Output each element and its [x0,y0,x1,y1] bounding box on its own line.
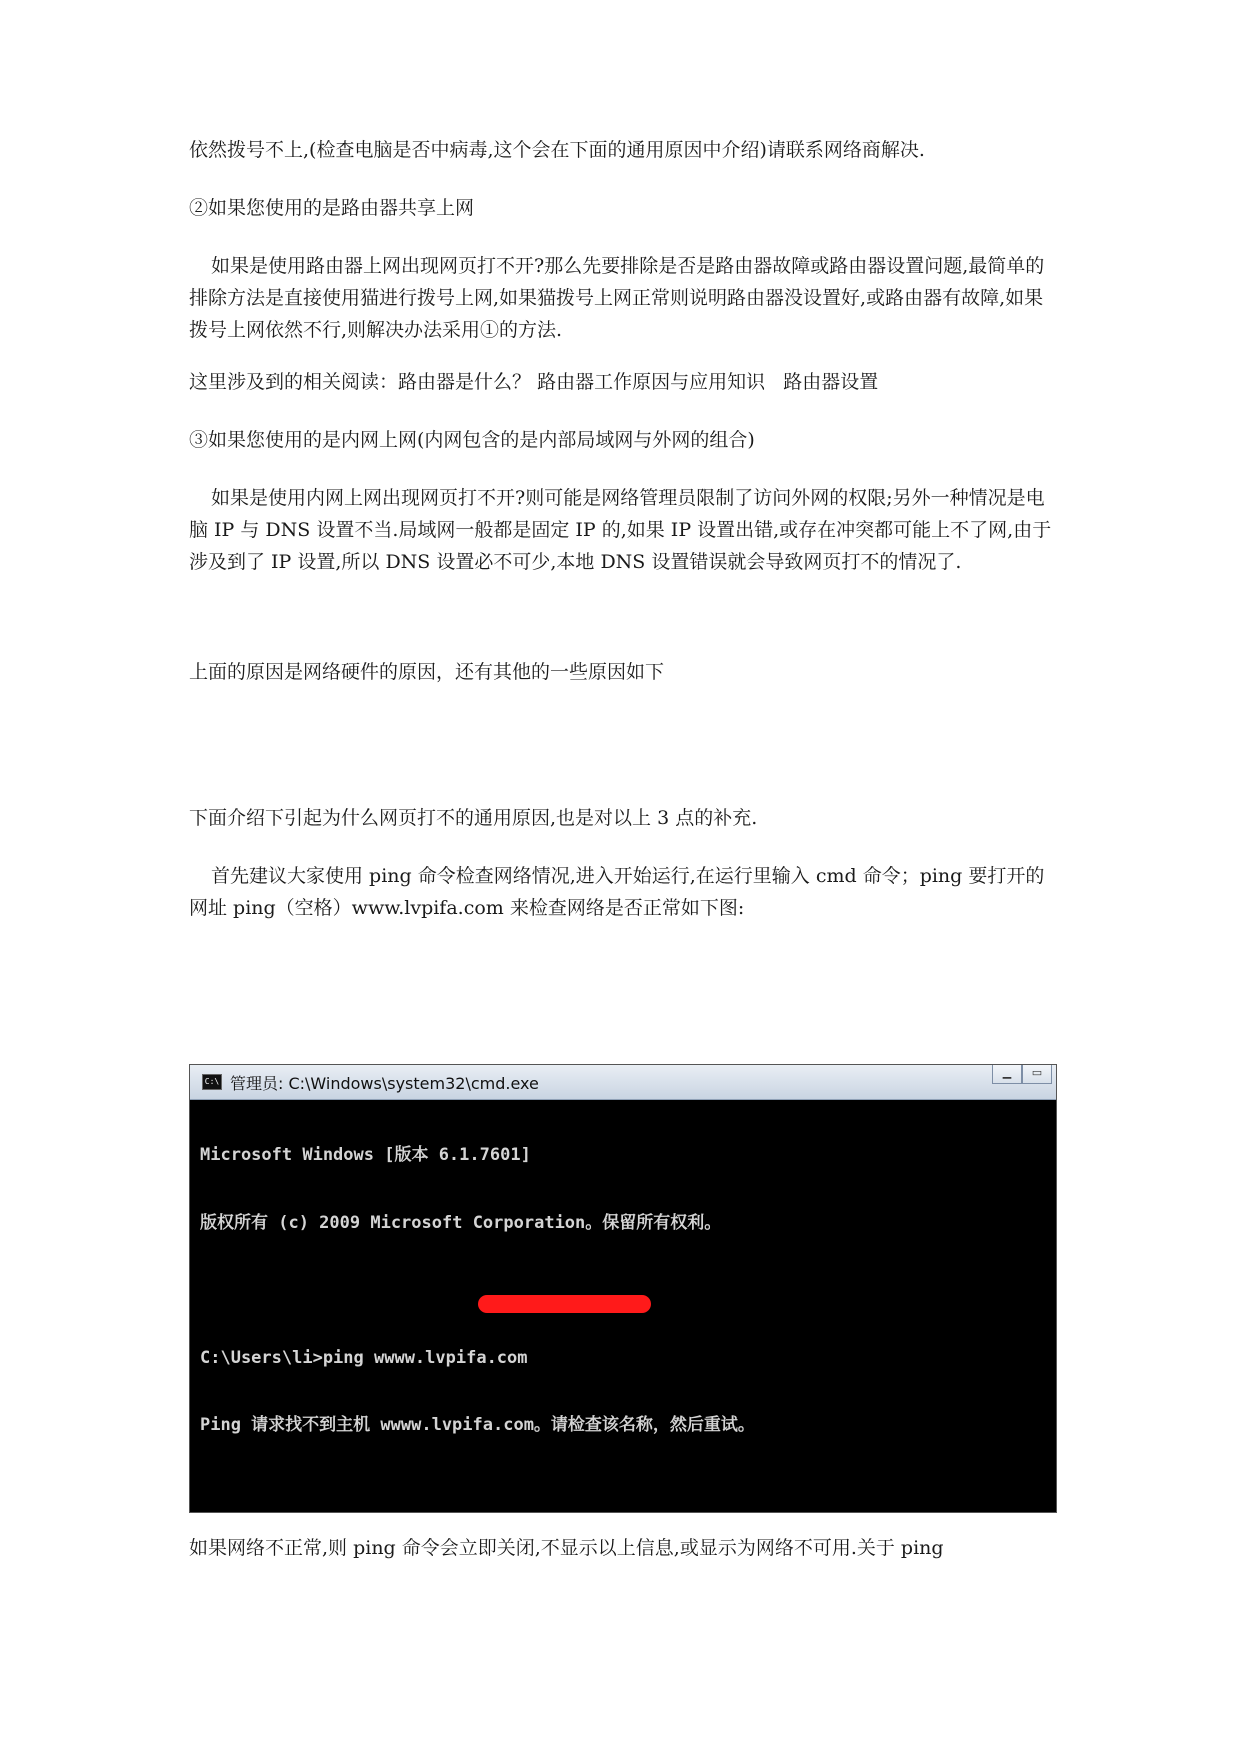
cmd-screenshot [189,1064,1057,1513]
cmd-line [200,1482,1050,1505]
paragraph-intranet: 如果是使用内网上网出现网页打不开?则可能是网络管理员限制了访问外网的权限;另外一种情况是电脑 IP 与 DNS 设置不当.局域网一般都是固定 IP 的,如果 IP 设置出错,或存在冲突都可能上不了网,由于涉及到了 IP 设置,所以 DNS 设置必不可少,本地 DNS 设置错误就会导致网页打不的情况了. [189,487,1052,573]
paragraph-ping-instructions: 首先建议大家使用 ping 命令检查网络情况,进入开始运行,在运行里输入 cmd 命令；ping 要打开的网址 ping（空格）www.lvpifa.com 来检查网络是否正常如下图: [189,865,1045,919]
paragraph-ping-abnormal: 如果网络不正常,则 ping 命令会立即关闭,不显示以上信息,或显示为网络不可用.关于 ping [189,1537,944,1559]
paragraph-general-reasons: 下面介绍下引起为什么网页打不的通用原因,也是对以上 3 点的补充. [189,807,758,829]
link-router-principles[interactable]: 路由器工作原因与应用知识 [537,371,766,393]
cmd-title: 管理员: C:\Windows\system32\cmd.exe [230,1074,539,1093]
cmd-line: C:\Users\li>ping wwww.lvpifa.com [200,1347,528,1368]
cmd-line: 版权所有 (c) 2009 Microsoft Corporation。保留所有权利。 [200,1212,722,1233]
redaction-mark [478,1295,651,1313]
heading-router-sharing: ②如果您使用的是路由器共享上网 [189,197,475,219]
heading-intranet: ③如果您使用的是内网上网(内网包含的是内部局域网与外网的组合) [189,429,755,451]
link-what-is-router[interactable]: 路由器是什么？ [398,371,532,393]
maximize-icon: ▭ [1022,1065,1052,1084]
minimize-icon: ▁ [992,1065,1022,1084]
related-reading-label: 这里涉及到的相关阅读： [189,371,399,393]
cmd-line: Ping 请求找不到主机 wwww.lvpifa.com。请检查该名称，然后重试。 [200,1415,755,1435]
link-router-settings[interactable]: 路由器设置 [783,371,879,393]
cmd-app-icon: C:\ [202,1074,222,1090]
paragraph-hardware-reasons: 上面的原因是网络硬件的原因，还有其他的一些原因如下 [189,661,665,683]
paragraph-dialup: 依然拨号不上,(检查电脑是否中病毒,这个会在下面的通用原因中介绍)请联系网络商解决. [189,139,925,161]
cmd-line: Microsoft Windows [版本 6.1.7601] [200,1145,531,1165]
paragraph-router: 如果是使用路由器上网出现网页打不开?那么先要排除是否是路由器故障或路由器设置问题,最简单的排除方法是直接使用猫进行拨号上网,如果猫拨号上网正常则说明路由器没设置好,或路由器有故障,如果拨号上网依然不行,则解决办法采用①的方法. [189,255,1045,341]
related-reading [189,366,1055,398]
cmd-titlebar [190,1065,1056,1100]
